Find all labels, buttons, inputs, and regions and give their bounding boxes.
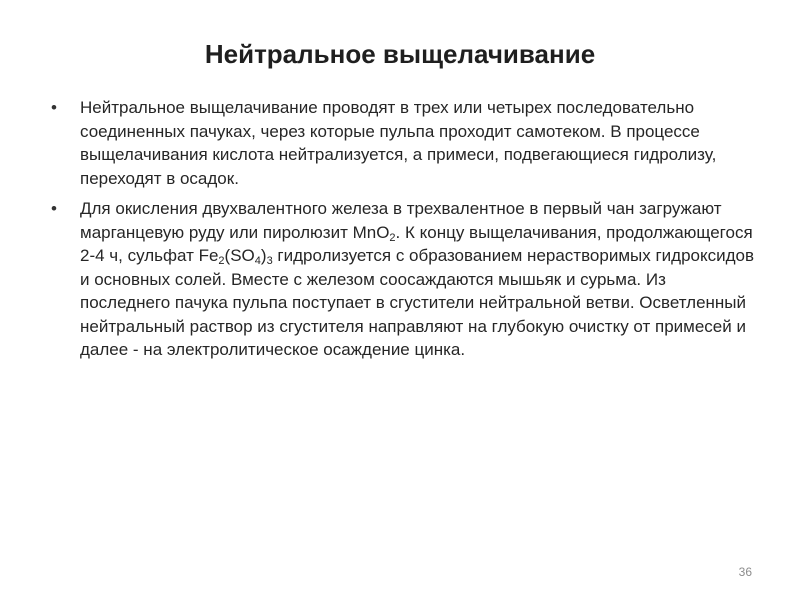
bullet-item [48,96,760,190]
text-segment: Для окисления двухвалентного железа в трехвалентное в первый чан загружают марганцевую руду или пиролюзит MnO [80,199,722,242]
bullet-list [48,96,760,369]
subscript: 2 [218,255,225,267]
text-segment: (SO [224,246,255,265]
slide-title: Нейтральное выщелачивание [204,39,596,69]
bullet-item [48,197,760,362]
bullet-icon: • [51,199,57,218]
subscript: 3 [266,255,273,267]
subscript: 4 [254,255,261,267]
page-number: 36 [738,565,752,579]
bullet-icon: • [51,98,57,117]
subscript: 2 [389,231,396,244]
text-segment: гидролизуется с образованием нерастворимых гидроксидов и основных солей. Вместе с железом соосаждаются мышьяк и сурьма. Из последнего пачука пульпа поступает в сгустители нейтральной ветви. Осветленный нейтральный раствор из сгустителя направляют на глубокую очистку от примесей и далее - на электролитическое осаждение цинка. [80,246,755,359]
text-segment: ) [260,246,267,265]
paragraph-text: Нейтральное выщелачивание проводят в трех или четырех последовательно соединенных пачуках, через которые пульпа проходит самотеком. В процессе выщелачивания кислота нейтрализуется, а примеси, подвегающиеся гидролизу, переходят в осадок. [80,98,717,188]
paragraph-text [80,197,760,362]
text-segment: . К концу выщелачивания, продолжающегося 2-4 ч, сульфат Fe [80,222,753,265]
